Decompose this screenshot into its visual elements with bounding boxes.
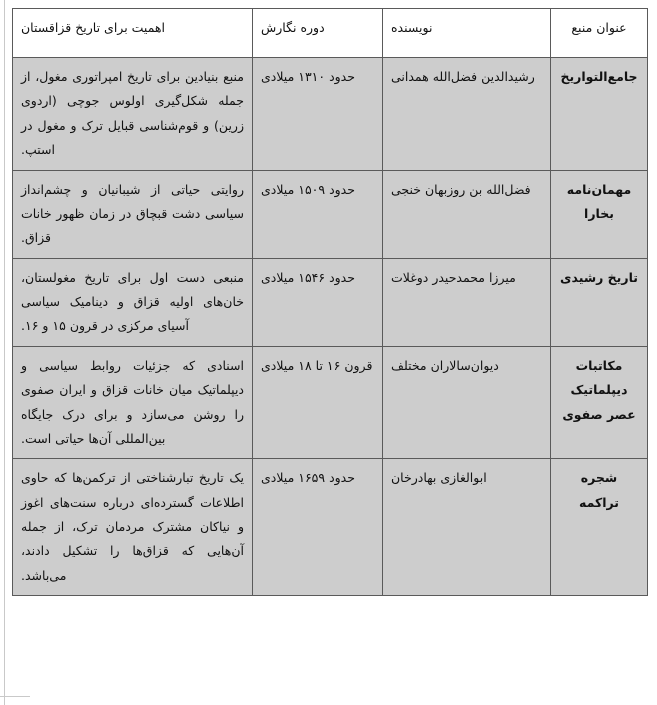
column-header-importance: اهمیت برای تاریخ قزاقستان	[13, 9, 253, 58]
historical-sources-table-container	[13, 8, 648, 596]
column-header-author: نویسنده	[383, 9, 551, 58]
table-body	[13, 58, 648, 596]
page-edge-line	[4, 0, 5, 705]
table-row	[13, 459, 648, 596]
cell-author: رشیدالدین فضل‌الله همدانی	[383, 58, 551, 171]
cell-importance: منبع بنیادین برای تاریخ امپراتوری مغول، از جمله شکل‌گیری اولوس جوچی (اردوی زرین) و قوم‌شناسی قبایل ترک و مغول در استپ.	[13, 58, 253, 171]
cell-period: حدود ۱۶۵۹ میلادی	[253, 459, 383, 596]
column-header-period: دوره نگارش	[253, 9, 383, 58]
page-edge-baseline	[0, 696, 30, 697]
table-header	[13, 9, 648, 58]
table-row	[13, 170, 648, 258]
cell-source: مهمان‌نامه بخارا	[551, 170, 648, 258]
cell-importance: روایتی حیاتی از شیبانیان و چشم‌انداز سیاسی دشت قبچاق در زمان ظهور خانات قزاق.	[13, 170, 253, 258]
table-row	[13, 58, 648, 171]
column-header-source: عنوان منبع	[551, 9, 648, 58]
cell-source: جامع‌التواریخ	[551, 58, 648, 171]
cell-author: فضل‌الله بن روزبهان خنجی	[383, 170, 551, 258]
cell-importance: یک تاریخ تبارشناختی از ترکمن‌ها که حاوی اطلاعات گسترده‌ای درباره سنت‌های اغوز و نیاکان مشترک مردمان ترک، از جمله آن‌هایی که قزاق‌ها را تشکیل دادند، می‌باشد.	[13, 459, 253, 596]
historical-sources-table	[12, 8, 648, 596]
cell-source: شجره تراکمه	[551, 459, 648, 596]
table-row	[13, 258, 648, 346]
cell-period: حدود ۱۳۱۰ میلادی	[253, 58, 383, 171]
cell-period: حدود ۱۵۴۶ میلادی	[253, 258, 383, 346]
cell-importance: منبعی دست اول برای تاریخ مغولستان، خان‌های اولیه قزاق و دینامیک سیاسی آسیای مرکزی در قرون ۱۵ و ۱۶.	[13, 258, 253, 346]
cell-author: دیوان‌سالاران مختلف	[383, 346, 551, 459]
table-header-row	[13, 9, 648, 58]
cell-period: قرون ۱۶ تا ۱۸ میلادی	[253, 346, 383, 459]
cell-author: میرزا محمدحیدر دوغلات	[383, 258, 551, 346]
cell-period: حدود ۱۵۰۹ میلادی	[253, 170, 383, 258]
cell-source: مکاتبات دیپلماتیک عصر صفوی	[551, 346, 648, 459]
cell-source: تاریخ رشیدی	[551, 258, 648, 346]
cell-importance: اسنادی که جزئیات روابط سیاسی و دیپلماتیک میان خانات قزاق و ایران صفوی را روشن می‌سازد و برای درک جایگاه بین‌المللی آن‌ها حیاتی است.	[13, 346, 253, 459]
cell-author: ابوالغازی بهادرخان	[383, 459, 551, 596]
table-row	[13, 346, 648, 459]
